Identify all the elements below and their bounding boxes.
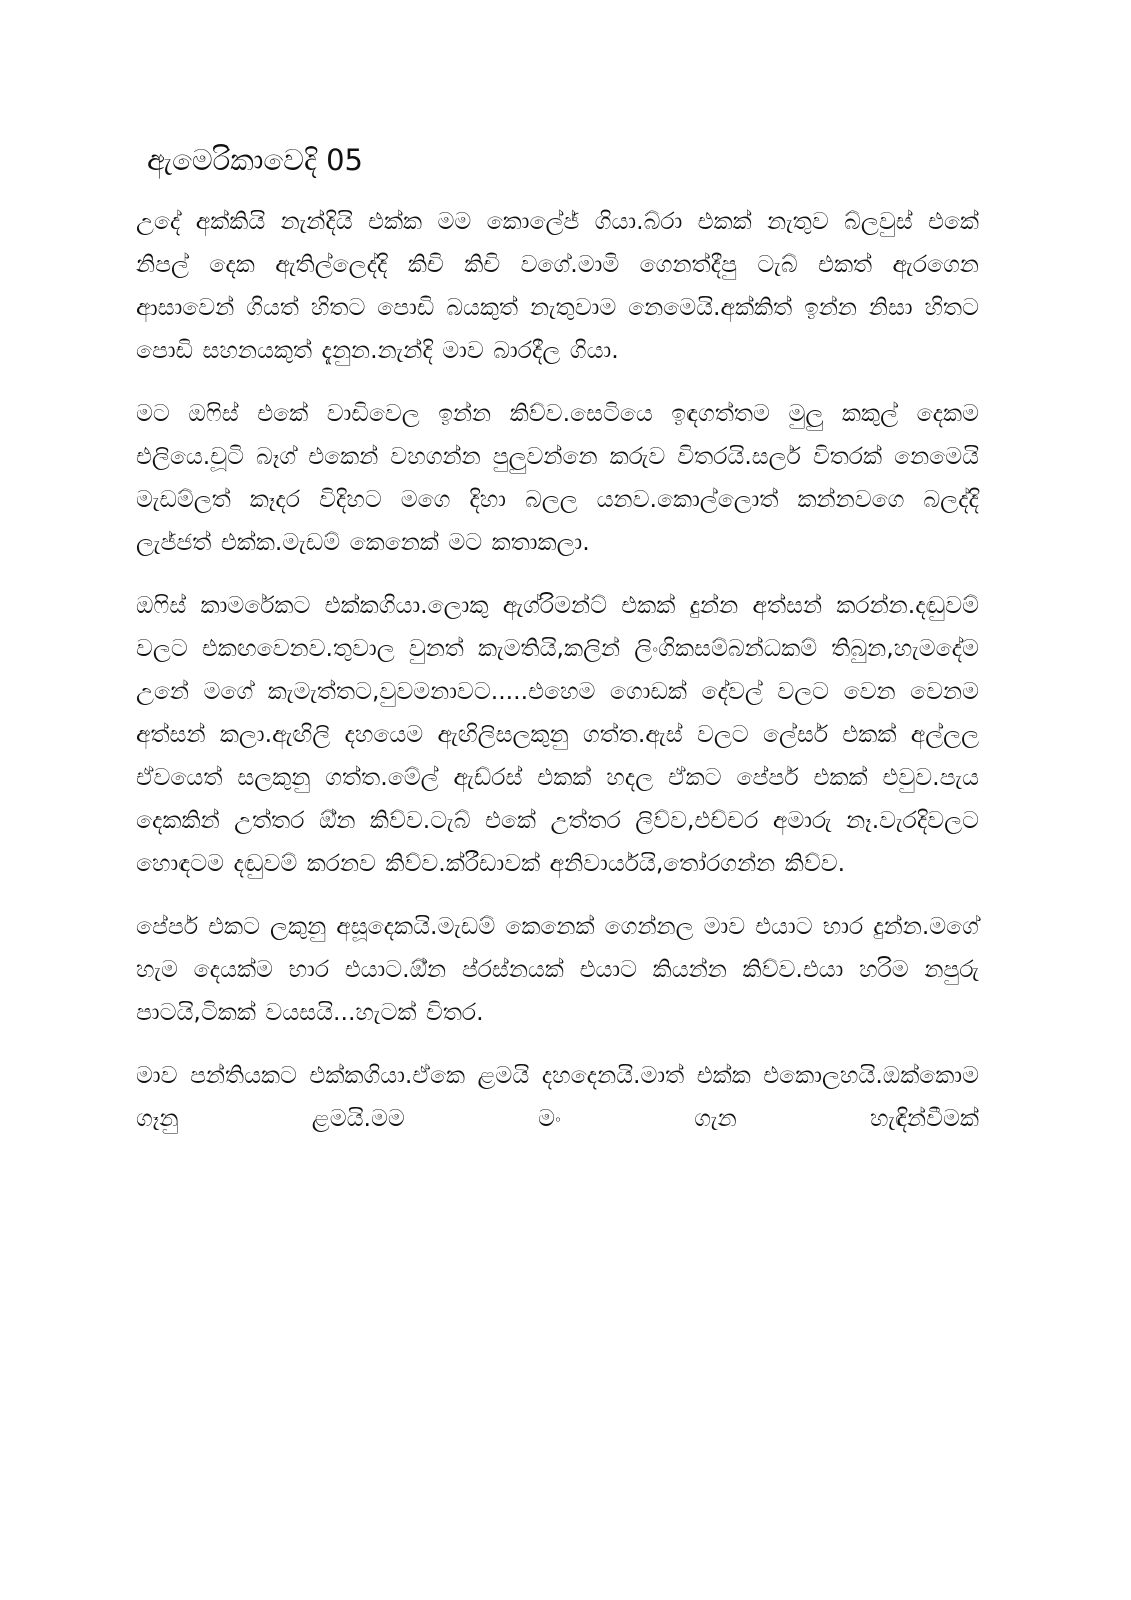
paragraph: පේපර් එකට ලකුනු අසූදෙකයි.මැඩම් කෙනෙක් ගෙන්නල මාව එයාට භාර දුන්න.මගේ හැම දෙයක්ම භාර එයාට.ඕ්න ප්රස්නයක් එයාට කියන්න කිව්ව.එයා හරිම නපුරු පාටයි,ටිකක් වයසයි...හැටක් විතර. xyxy=(136,912,979,1026)
paragraph: ඔෆිස් කාමරේකට එක්කගියා.ලොකු ඇග්රිමන්ට් එකක් දුන්න අත්සන් කරන්න.දඬුවම් වලට එකඟවෙනව.තුවාල වුනත් කැමතියි,කලින් ලිංගිකසම්බන්ධකම් තිබුන,හැමදේම උනේ මගේ කැමැත්තට,වුවමනාවට.....එහෙම ගොඩක් දේවල් වලට වෙන වෙනම අත්සන් කලා.ඇඟිලි දහයෙම ඇඟිලිසලකුනු ගත්ත.ඇස් වලට ලේසර් එකක් අල්ලල ඒවයෙත් සලකුනු ගත්ත.මේල් ඇඩ්රස් එකක් හදල ඒකට පේපර් එකක් එවුව.පැය දෙකකින් උත්තර ඕ්න කිව්ව.ටැබ් එකේ උත්තර ලිව්ව,එච්චර අමාරු නෑ.වැරදිවලට හොඳටම දඬුවම් කරනව කිව්ව.ක්රීඩාවක් අනිවාර්යයි,තෝරගන්න කිව්ව. xyxy=(136,591,979,877)
body-text xyxy=(136,200,979,1160)
paragraph: උදේ අක්කියි නැන්දියි එක්ක මම කොලේජ් ගියා.බ්රා එකක් නැතුව බ්ලවුස් එකේ නිපල් දෙක ඇතිල්ලෙද්දි කිචි කිචි වගේ.මාමි ගෙනත්දීපු ටැබ් එකත් ඇරගෙන ආසාවෙන් ගියත් හිතට පොඩි බයකුත් නැතුවාම නෙමෙයි.අක්කිත් ඉන්න නිසා හිතට පොඩි සහනයකුත් දැනුන.නැන්දි මාව බාරදීල ගියා. xyxy=(136,207,979,364)
paragraph: මාව පන්තියකට එක්කගියා.ඒකෙ ළමයි දහදෙනයි.මාත් එක්ක එකොලහයි.ඔක්කොම ගෑනු ළමයි.මම මං ගැන හැඳින්වීමක් xyxy=(136,1061,979,1132)
paragraph: මට ඔෆිස් එකේ වාඩිවෙල ඉන්න කිව්ව.සෙටියෙ ඉඳගත්තම මුලු කකුල් දෙකම එලියෙ.චූටි බෑග් එකෙන් වහගන්න පුලුවන්නෙ කරුව විතරයි.සර්ල විතරක් නෙමෙයි මැඩම්ලත් කෑදර විදිහට මගෙ දිහා බලල යනව.කොල්ලොත් කන්නවගෙ බලද්දි ලැජ්ජත් එක්ක.මැඩම් කෙනෙක් මට කතාකලා. xyxy=(136,399,979,556)
page-title: ඇමෙරිකාවෙදි 05 xyxy=(147,143,363,177)
